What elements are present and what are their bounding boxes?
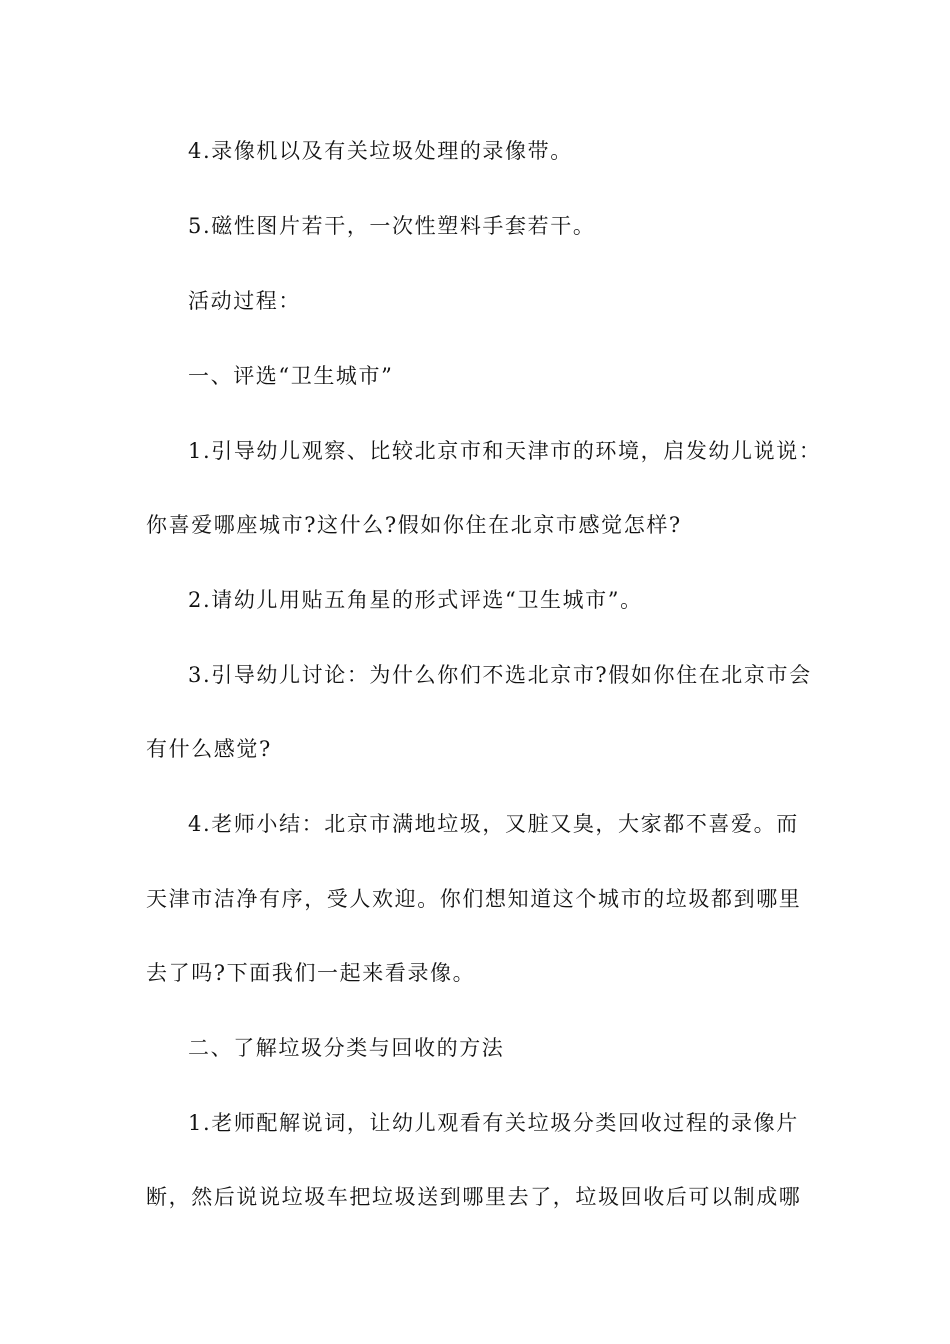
paragraph-line: 3.引导幼儿讨论：为什么你们不选北京市?假如你住在北京市会 [188, 663, 812, 687]
paragraph-line: 1.引导幼儿观察、比较北京市和天津市的环境，启发幼儿说说： [188, 439, 822, 463]
paragraph-line: 2.请幼儿用贴五角星的形式评选“卫生城市”。 [188, 588, 643, 612]
paragraph-line: 4.老师小结：北京市满地垃圾，又脏又臭，大家都不喜爱。而 [188, 812, 799, 836]
paragraph-line: 你喜爱哪座城市?这什么?假如你住在北京市感觉怎样? [146, 513, 682, 537]
paragraph-line: 天津市洁净有序，受人欢迎。你们想知道这个城市的垃圾都到哪里 [146, 887, 802, 911]
material-item-5: 5.磁性图片若干，一次性塑料手套若干。 [188, 214, 596, 238]
section-heading-process: 活动过程： [188, 289, 301, 313]
material-item-4: 4.录像机以及有关垃圾处理的录像带。 [188, 139, 573, 163]
paragraph-line: 1.老师配解说词，让幼儿观看有关垃圾分类回收过程的录像片 [188, 1111, 799, 1135]
paragraph-line: 有什么感觉? [146, 737, 272, 761]
step-heading-2: 二、了解垃圾分类与回收的方法 [188, 1036, 505, 1060]
paragraph-line: 去了吗?下面我们一起来看录像。 [146, 961, 476, 985]
step-heading-1: 一、评选“卫生城市” [188, 364, 394, 388]
paragraph-line: 断，然后说说垃圾车把垃圾送到哪里去了，垃圾回收后可以制成哪 [146, 1185, 802, 1209]
